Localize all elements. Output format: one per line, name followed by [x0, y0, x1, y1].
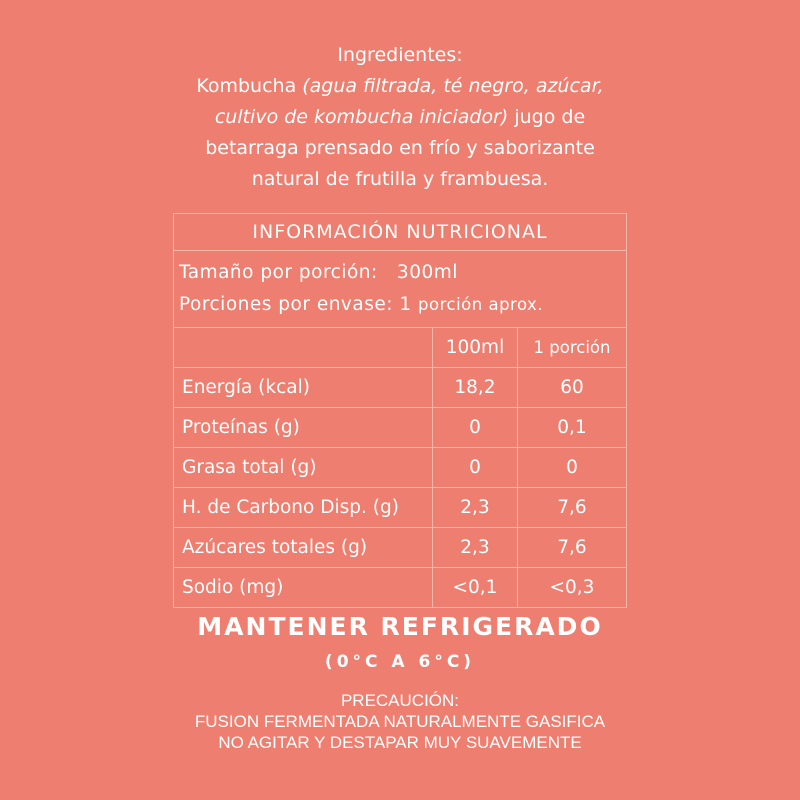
serving-size-label: Tamaño por porción: [179, 262, 378, 283]
servings-value: porción aprox. [418, 295, 544, 314]
warning-title: PRECAUCIÓN: [340, 691, 460, 710]
row-label: Azúcares totales (g) [174, 528, 433, 568]
table-row [174, 368, 627, 408]
ingredients-heading: Ingredientes: [337, 44, 463, 66]
row-value-portion: 60 [518, 368, 627, 408]
row-value-portion: <0,3 [518, 568, 627, 608]
col-header-portion: 1 porción [518, 328, 627, 368]
warning-line: NO AGITAR Y DESTAPAR MUY SUAVEMENTE [218, 733, 582, 752]
ingredients-text: (agua filtrada, té negro, azúcar, [302, 75, 604, 97]
serving-info [174, 251, 627, 328]
table-row [174, 568, 627, 608]
row-value-100ml: <0,1 [433, 568, 518, 608]
row-label: Proteínas (g) [174, 408, 433, 448]
row-value-portion: 0 [518, 448, 627, 488]
row-value-100ml: 18,2 [433, 368, 518, 408]
table-row [174, 528, 627, 568]
empty-header [174, 328, 433, 368]
ingredients-text: betarraga prensado en frío y saborizante [205, 137, 595, 159]
ingredients-text: natural de frutilla y frambuesa. [251, 168, 549, 190]
row-label: H. de Carbono Disp. (g) [174, 488, 433, 528]
serving-size-value: 300ml [396, 262, 458, 283]
storage-temp: (0°C A 6°C) [324, 652, 476, 672]
row-value-100ml: 2,3 [433, 488, 518, 528]
ingredients-text: jugo de [508, 106, 586, 128]
storage-title: MANTENER REFRIGERADO [197, 612, 603, 641]
ingredients-text: Kombucha [196, 75, 303, 97]
row-label: Sodio (mg) [174, 568, 433, 608]
row-value-100ml: 0 [433, 448, 518, 488]
row-value-portion: 7,6 [518, 488, 627, 528]
warning-line: FUSION FERMENTADA NATURALMENTE GASIFICA [194, 712, 606, 731]
row-label: Energía (kcal) [174, 368, 433, 408]
servings-label: Porciones por envase: 1 [179, 294, 412, 315]
table-row [174, 488, 627, 528]
col-header-100ml: 100ml [433, 328, 518, 368]
row-value-100ml: 0 [433, 408, 518, 448]
nutrition-table [173, 213, 627, 608]
table-row [174, 448, 627, 488]
row-label: Grasa total (g) [174, 448, 433, 488]
row-value-portion: 0,1 [518, 408, 627, 448]
ingredients-text: cultivo de kombucha iniciador) [214, 106, 509, 128]
row-value-portion: 7,6 [518, 528, 627, 568]
ingredients [0, 40, 800, 195]
nutrition-title: INFORMACIÓN NUTRICIONAL [174, 214, 627, 251]
row-value-100ml: 2,3 [433, 528, 518, 568]
warning [0, 690, 800, 753]
table-row [174, 408, 627, 448]
